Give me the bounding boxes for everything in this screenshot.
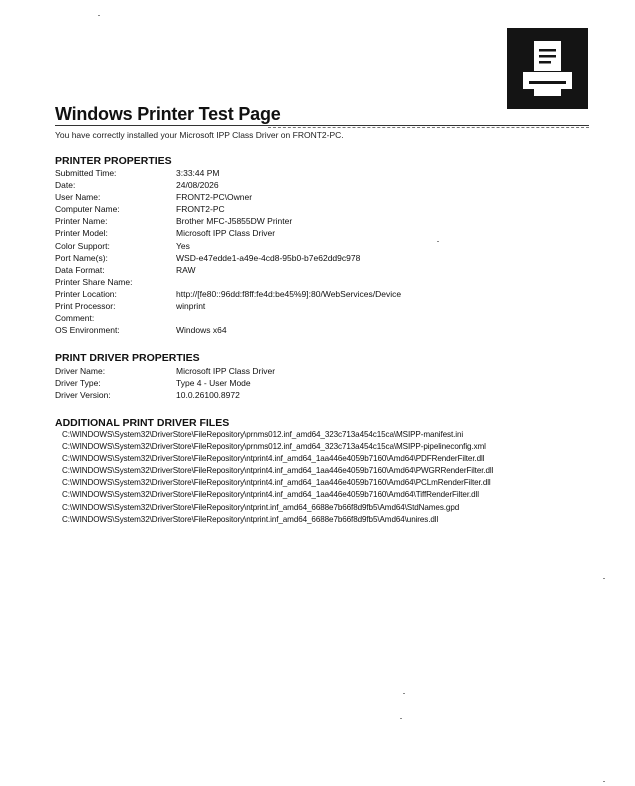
scan-speck (98, 15, 100, 16)
printer-properties-heading: PRINTER PROPERTIES (55, 155, 172, 167)
property-key: OS Environment: (55, 325, 120, 336)
property-value: RAW (176, 264, 196, 275)
driver-files-heading: ADDITIONAL PRINT DRIVER FILES (55, 417, 230, 429)
driver-properties-heading: PRINT DRIVER PROPERTIES (55, 352, 200, 364)
property-row (55, 288, 575, 300)
page-title: Windows Printer Test Page (55, 104, 281, 124)
property-row (55, 276, 575, 288)
scan-speck (603, 578, 605, 579)
driver-file-path: C:\WINDOWS\System32\DriverStore\FileRepository\ntprint4.inf_amd64_1aa446e4059b7160\Amd64\PCLmRenderFilter.dll (62, 478, 491, 488)
property-row (55, 191, 575, 203)
property-value: Windows x64 (176, 325, 227, 336)
property-row (55, 215, 575, 227)
driver-files-list (62, 429, 582, 526)
printer-properties-list (55, 167, 575, 336)
property-key: Color Support: (55, 240, 110, 251)
property-key: Printer Model: (55, 228, 108, 239)
property-value: 3:33:44 PM (176, 168, 220, 178)
driver-file-path: C:\WINDOWS\System32\DriverStore\FileRepository\ntprint4.inf_amd64_1aa446e4059b7160\Amd64\TiffRenderFilter.dll (62, 490, 479, 500)
property-value: FRONT2-PC\Owner (176, 192, 253, 203)
property-key: Date: (55, 180, 76, 191)
property-key: Printer Location: (55, 288, 117, 299)
property-value: Microsoft IPP Class Driver (176, 228, 276, 239)
property-value: Microsoft IPP Class Driver (176, 366, 276, 376)
driver-file-path: C:\WINDOWS\System32\DriverStore\FileRepository\ntprint.inf_amd64_6688e7b66f8d9fb5\Amd64\unires.dll (62, 514, 439, 524)
property-key: Printer Share Name: (55, 276, 133, 287)
property-value: Brother MFC-J5855DW Printer (176, 216, 293, 227)
scan-speck (400, 718, 402, 719)
property-value: 24/08/2026 (176, 180, 219, 191)
property-row (55, 377, 575, 389)
property-row (55, 179, 575, 191)
property-row (55, 167, 575, 179)
property-row (55, 365, 575, 377)
property-value: Type 4 - User Mode (176, 378, 251, 389)
property-key: Submitted Time: (55, 168, 117, 178)
property-row (55, 324, 575, 336)
property-row (55, 252, 575, 264)
driver-file-path: C:\WINDOWS\System32\DriverStore\FileRepository\ntprint4.inf_amd64_1aa446e4059b7160\Amd64\PWGRRenderFilter.dll (62, 466, 494, 476)
property-value: http://[fe80::96dd:f8ff:fe4d:be45%9]:80/WebServices/Device (176, 288, 402, 299)
property-key: Computer Name: (55, 204, 120, 215)
driver-file-path: C:\WINDOWS\System32\DriverStore\FileRepository\prnms012.inf_amd64_323c713a454c15ca\MSIPP-manifest.ini (62, 430, 464, 439)
title-divider (55, 125, 589, 126)
property-row (55, 264, 575, 276)
property-row (55, 203, 575, 215)
property-row (55, 227, 575, 239)
property-key: User Name: (55, 192, 101, 203)
property-value: Yes (176, 240, 190, 251)
driver-file-path: C:\WINDOWS\System32\DriverStore\FileRepository\prnms012.inf_amd64_323c713a454c15ca\MSIPP-pipelineconfig.xml (62, 442, 486, 452)
property-value: 10.0.26100.8972 (176, 390, 240, 401)
property-key: Driver Name: (55, 366, 106, 376)
property-key: Comment: (55, 313, 95, 324)
driver-properties-list (55, 365, 575, 401)
property-key: Data Format: (55, 264, 105, 275)
driver-file-path: C:\WINDOWS\System32\DriverStore\FileRepository\ntprint4.inf_amd64_1aa446e4059b7160\Amd64\PDFRenderFilter.dll (62, 454, 485, 464)
property-key: Printer Name: (55, 216, 108, 227)
property-key: Driver Type: (55, 378, 101, 389)
property-key: Port Name(s): (55, 252, 108, 263)
property-key: Driver Version: (55, 390, 111, 401)
property-key: Print Processor: (55, 301, 116, 312)
property-row (55, 300, 575, 312)
property-row (55, 389, 575, 401)
property-row (55, 312, 575, 324)
scan-speck (603, 781, 605, 782)
scan-speck (437, 241, 439, 242)
printer-icon (507, 28, 588, 109)
property-value: FRONT2-PC (176, 204, 225, 215)
property-row (55, 240, 575, 252)
driver-file-path: C:\WINDOWS\System32\DriverStore\FileRepository\ntprint.inf_amd64_6688e7b66f8d9fb5\Amd64\StdNames.gpd (62, 502, 460, 512)
title-divider-dashed (268, 127, 589, 128)
property-value: winprint (176, 301, 206, 312)
page-subtitle: You have correctly installed your Microsoft IPP Class Driver on FRONT2-PC. (55, 130, 344, 140)
scan-speck (403, 693, 405, 694)
property-value: WSD-e47edde1-a49e-4cd8-95b0-b7e62dd9c978 (176, 252, 361, 263)
